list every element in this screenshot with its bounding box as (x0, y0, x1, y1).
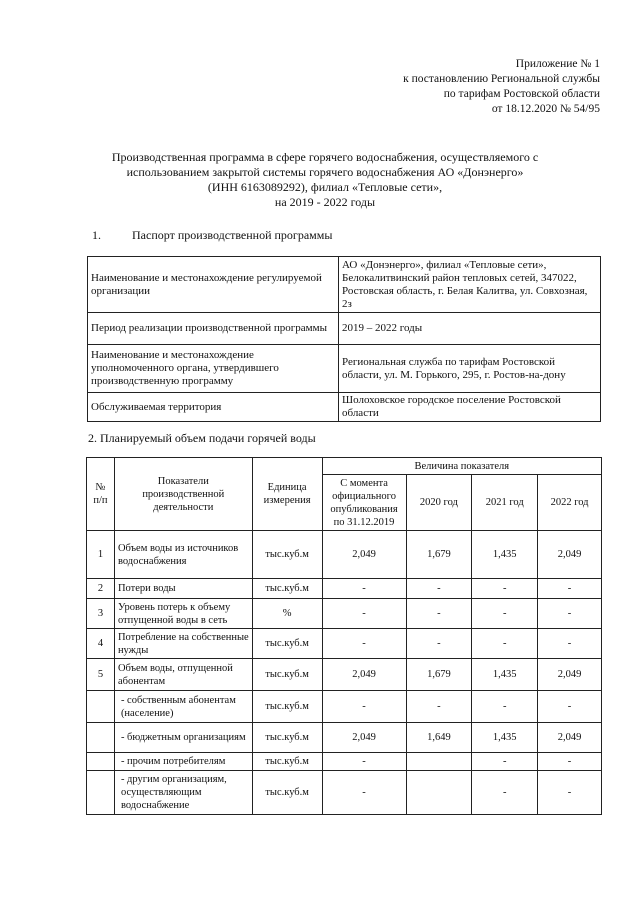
passport-label: Наименование и местонахождение регулируемой организации (88, 257, 339, 313)
row-value: 1,435 (472, 531, 538, 579)
row-value: - (538, 579, 602, 599)
table-row (87, 753, 602, 771)
document-title (100, 150, 550, 210)
header-2020: 2020 год (406, 475, 472, 531)
passport-label: Наименование и местонахождение уполномоченного органа, утвердившего производственную программу (88, 345, 339, 393)
row-value: - (322, 599, 406, 629)
row-unit: тыс.куб.м (252, 771, 322, 815)
row-value: 2,049 (322, 659, 406, 691)
row-num: 3 (87, 599, 115, 629)
passport-value: Региональная служба по тарифам Ростовской области, ул. М. Горького, 295, г. Ростов-на-дону (339, 345, 601, 393)
header-value-group: Величина показателя (322, 458, 601, 475)
table-row (87, 691, 602, 723)
row-unit: тыс.куб.м (252, 659, 322, 691)
row-unit: тыс.куб.м (252, 723, 322, 753)
row-name: Уровень потерь к объему отпущенной воды в сеть (114, 599, 252, 629)
appendix-header (403, 57, 600, 117)
row-value: - (472, 599, 538, 629)
table-row (87, 599, 602, 629)
header-since: С момента официального опубликования по 31.12.2019 (322, 475, 406, 531)
volumes-table (86, 457, 602, 815)
title-line: (ИНН 6163089292), филиал «Тепловые сети», (207, 180, 443, 194)
section1-number: 1. (92, 228, 101, 242)
row-unit: % (252, 599, 322, 629)
table-row (87, 771, 602, 815)
row-value: - (472, 771, 538, 815)
row-unit: тыс.куб.м (252, 531, 322, 579)
row-num: 4 (87, 629, 115, 659)
title-line: Производственная программа в сфере горячего водоснабжения, осуществляемого с (111, 150, 539, 164)
passport-value: Шолоховское городское поселение Ростовской области (339, 393, 601, 422)
appendix-line: Приложение № 1 (515, 58, 600, 70)
row-unit: тыс.куб.м (252, 691, 322, 723)
passport-value: 2019 – 2022 годы (339, 313, 601, 345)
title-line: использованием закрытой системы горячего водоснабжения АО «Донэнерго» (126, 165, 524, 179)
row-value: 1,649 (406, 723, 472, 753)
row-name: Объем воды из источников водоснабжения (114, 531, 252, 579)
row-value: - (472, 691, 538, 723)
header-2021: 2021 год (472, 475, 538, 531)
table-row (87, 531, 602, 579)
header-2022: 2022 год (538, 475, 602, 531)
header-unit: Единица измерения (252, 458, 322, 531)
passport-label: Период реализации производственной программы (88, 313, 339, 345)
row-name: Потребление на собственные нужды (114, 629, 252, 659)
row-num: 2 (87, 579, 115, 599)
row-value: 1,435 (472, 723, 538, 753)
row-value: - (538, 753, 602, 771)
row-value: - (322, 629, 406, 659)
row-value: 2,049 (538, 659, 602, 691)
row-value: 1,679 (406, 659, 472, 691)
row-num: 1 (87, 531, 115, 579)
section1-title: Паспорт производственной программы (132, 228, 333, 242)
row-name: - прочим потребителям (114, 753, 252, 771)
row-name: Потери воды (114, 579, 252, 599)
title-line: на 2019 - 2022 годы (274, 195, 376, 209)
row-value: 2,049 (322, 531, 406, 579)
row-value: - (322, 579, 406, 599)
row-value: - (472, 753, 538, 771)
row-name: - другим организациям, осуществляющим водоснабжение (114, 771, 252, 815)
row-name: - собственным абонентам (население) (114, 691, 252, 723)
row-value: 1,679 (406, 531, 472, 579)
row-num (87, 771, 115, 815)
row-value: - (406, 691, 472, 723)
table-row (88, 313, 601, 345)
row-num (87, 723, 115, 753)
row-value: - (322, 691, 406, 723)
header-num: № п/п (87, 458, 115, 531)
row-value: 2,049 (322, 723, 406, 753)
row-num (87, 753, 115, 771)
appendix-line: к постановлению Региональной службы (403, 73, 600, 85)
row-value: - (538, 629, 602, 659)
row-name: Объем воды, отпущенной абонентам (114, 659, 252, 691)
passport-value: АО «Донэнерго», филиал «Тепловые сети», Белокалитвинский район тепловых сетей, 347022, Ростовская область, г. Белая Калитва, ул. Совхозная, 2з (339, 257, 601, 313)
table-row (88, 257, 601, 313)
row-name: - бюджетным организациям (114, 723, 252, 753)
row-unit: тыс.куб.м (252, 753, 322, 771)
row-value (406, 753, 472, 771)
row-num (87, 691, 115, 723)
table-row (87, 579, 602, 599)
row-value: - (538, 691, 602, 723)
passport-label: Обслуживаемая территория (88, 393, 339, 422)
row-value: - (472, 629, 538, 659)
row-value: - (406, 579, 472, 599)
row-value: 1,435 (472, 659, 538, 691)
row-value: - (322, 771, 406, 815)
passport-table (87, 256, 601, 422)
row-unit: тыс.куб.м (252, 629, 322, 659)
appendix-line: по тарифам Ростовской области (443, 88, 600, 100)
table-row (87, 629, 602, 659)
table-header-row (87, 458, 602, 475)
row-value (406, 771, 472, 815)
table-row (88, 393, 601, 422)
row-value: 2,049 (538, 531, 602, 579)
row-value: - (538, 771, 602, 815)
table-row (87, 723, 602, 753)
row-value: - (406, 629, 472, 659)
section1-heading (92, 228, 332, 243)
table-row (87, 659, 602, 691)
row-value: 2,049 (538, 723, 602, 753)
header-indicator: Показатели производственной деятельности (114, 458, 252, 531)
section2-heading: 2. Планируемый объем подачи горячей воды (88, 431, 316, 445)
row-value: - (472, 579, 538, 599)
row-value: - (322, 753, 406, 771)
row-num: 5 (87, 659, 115, 691)
row-unit: тыс.куб.м (252, 579, 322, 599)
table-row (88, 345, 601, 393)
appendix-line: от 18.12.2020 № 54/95 (491, 103, 600, 115)
row-value: - (538, 599, 602, 629)
row-value: - (406, 599, 472, 629)
